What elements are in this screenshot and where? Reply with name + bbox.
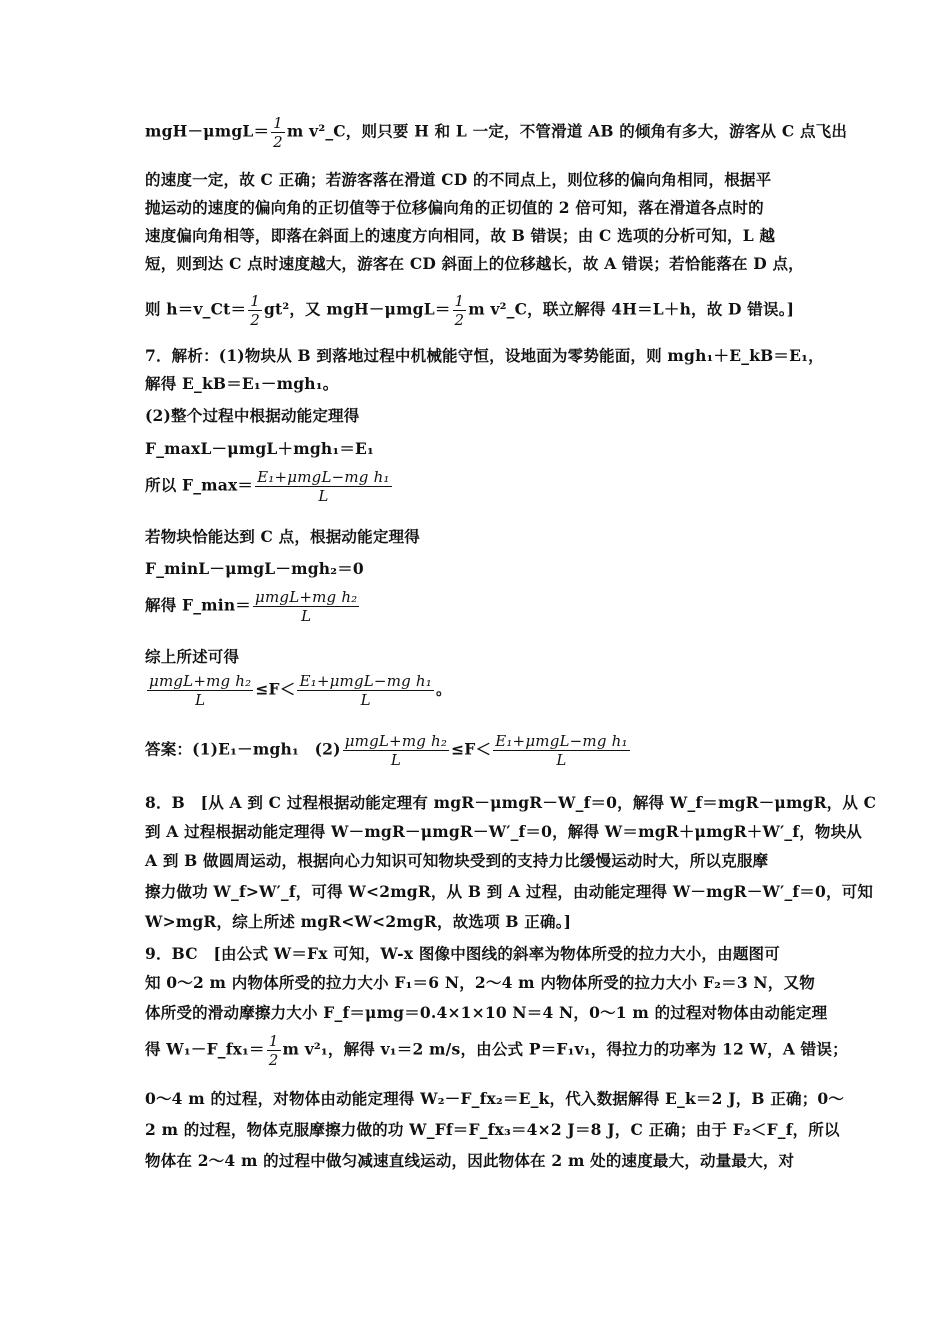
fraction xyxy=(147,672,253,709)
fraction-second-denominator: L xyxy=(360,691,371,709)
fraction-numerator: μmgL+mg h₂ xyxy=(149,672,252,690)
text-line-15: 综上所述可得 xyxy=(145,647,240,666)
fraction-second xyxy=(493,732,630,769)
text-line-17 xyxy=(145,732,810,769)
fraction xyxy=(267,1032,281,1069)
fraction-numerator: E₁+μmgL−mg h₁ xyxy=(257,468,390,486)
line-segment-before: 解得 F_min＝ xyxy=(145,595,252,615)
text-line-19: 到 A 过程根据动能定理得 W－mgR－μmgR－W′_f＝0，解得 W＝mgR＋μmgR＋W′_f，物块从 xyxy=(145,822,863,841)
text-line-3: 抛运动的速度的偏向角的正切值等于位移偏向角的正切值的 2 倍可知，落在滑道各点时的 xyxy=(145,198,764,217)
text-line-1 xyxy=(145,114,848,151)
text-line-10: F_maxL－μmgL＋mgh₁＝E₁ xyxy=(145,439,375,458)
fraction-numerator: μmgL+mg h₂ xyxy=(255,588,358,606)
fraction-denominator: L xyxy=(301,607,312,625)
text-line-5: 短，则到达 C 点时速度越大，游客在 CD 斜面上的位移越长，故 A 错误；若恰能落在 D 点， xyxy=(145,254,804,273)
fraction-denominator: L xyxy=(318,487,329,505)
text-line-26 xyxy=(145,1032,848,1069)
line-segment-after: m v²_C，则只要 H 和 L 一定，不管滑道 AB 的倾角有多大，游客从 C 点飞出 xyxy=(286,121,848,141)
fraction-second xyxy=(297,672,434,709)
fraction-denominator: 2 xyxy=(268,1051,279,1069)
fraction-denominator: L xyxy=(195,691,206,709)
text-line-14 xyxy=(145,588,810,625)
line-segment-middle: ≤F＜ xyxy=(255,679,296,699)
line-segment-after: m v²₁，解得 v₁＝2 m/s，由公式 P＝F₁v₁，得拉力的功率为 12 W，A 错误； xyxy=(282,1039,848,1059)
fraction-denominator: 2 xyxy=(250,311,260,329)
fraction-second xyxy=(453,292,467,329)
line-segment-before: mgH－μmgL＝ xyxy=(145,121,270,141)
fraction-second-denominator: L xyxy=(556,751,567,769)
fraction xyxy=(255,468,392,505)
fraction-second-denominator: 2 xyxy=(454,311,465,329)
text-line-28: 2 m 的过程，物体克服摩擦力做的功 W_Ff＝F_fx₃＝4×2 J＝8 J，C 正确；由于 F₂＜F_f，所以 xyxy=(145,1120,840,1139)
fraction-second-numerator: E₁+μmgL−mg h₁ xyxy=(495,732,628,750)
fraction-numerator: 1 xyxy=(273,114,283,132)
text-line-16 xyxy=(145,672,810,709)
line-segment-after: 。 xyxy=(435,679,452,699)
text-line-12: 若物块恰能达到 C 点，根据动能定理得 xyxy=(145,527,420,546)
line-segment-after: m v²_C，联立解得 4H＝L＋h，故 D 错误。] xyxy=(468,299,795,319)
line-segment-before: 答案：(1)E₁－mgh₁ (2) xyxy=(145,739,341,759)
text-line-20: A 到 B 做圆周运动，根据向心力知识可知物块受到的支持力比缓慢运动时大，所以克服摩 xyxy=(145,851,769,870)
text-line-11 xyxy=(145,468,810,505)
fraction xyxy=(343,732,449,769)
text-line-4: 速度偏向角相等，即落在斜面上的速度方向相同，故 B 错误；由 C 选项的分析可知，L 越 xyxy=(145,226,776,245)
text-line-23: 9．BC [由公式 W＝Fx 可知，W-x 图像中图线的斜率为物体所受的拉力大小，由题图可 xyxy=(145,944,780,963)
text-line-25: 体所受的滑动摩擦力大小 F_f＝μmg＝0.4×1×10 N＝4 N，0～1 m 的过程对物体由动能定理 xyxy=(145,1003,828,1022)
fraction-numerator: 1 xyxy=(250,292,260,310)
line-segment-before: 所以 F_max＝ xyxy=(145,475,254,495)
line-segment-before: 则 h＝v_Ct＝ xyxy=(145,299,247,319)
fraction xyxy=(271,114,285,151)
text-line-8: 解得 E_kB＝E₁－mgh₁。 xyxy=(145,374,339,393)
line-segment-middle: ≤F＜ xyxy=(451,739,492,759)
text-line-9: (2)整个过程中根据动能定理得 xyxy=(145,406,360,425)
fraction-second-numerator: 1 xyxy=(454,292,465,310)
fraction xyxy=(253,588,359,625)
fraction-denominator: 2 xyxy=(273,133,283,151)
text-line-22: W>mgR，综上所述 mgR<W<2mgR，故选项 B 正确。] xyxy=(145,912,572,931)
fraction-second-numerator: E₁+μmgL−mg h₁ xyxy=(299,672,432,690)
fraction-denominator: L xyxy=(390,751,401,769)
line-segment-middle: gt²，又 mgH－μmgL＝ xyxy=(263,299,451,319)
text-line-13: F_minL－μmgL－mgh₂＝0 xyxy=(145,559,364,578)
text-line-29: 物体在 2～4 m 的过程中做匀减速直线运动，因此物体在 2 m 处的速度最大，动量最大，对 xyxy=(145,1151,795,1170)
text-line-18: 8．B [从 A 到 C 过程根据动能定理有 mgR－μmgR－W_f＝0，解得 W_f＝mgR－μmgR，从 C xyxy=(145,793,877,812)
text-line-21: 擦力做功 W_f>W′_f，可得 W<2mgR，从 B 到 A 过程，由动能定理得 W－mgR－W′_f＝0，可知 xyxy=(145,882,874,901)
text-line-24: 知 0～2 m 内物体所受的拉力大小 F₁＝6 N，2～4 m 内物体所受的拉力大小 F₂＝3 N，又物 xyxy=(145,973,815,992)
text-line-6 xyxy=(145,292,810,329)
text-line-7: 7．解析：(1)物块从 B 到落地过程中机械能守恒，设地面为零势能面，则 mgh₁＋E_kB＝E₁， xyxy=(145,346,824,365)
text-line-27: 0～4 m 的过程，对物体由动能定理得 W₂－F_fx₂＝E_k，代入数据解得 E_k＝2 J，B 正确；0～ xyxy=(145,1089,845,1108)
fraction xyxy=(248,292,262,329)
line-segment-before: 得 W₁－F_fx₁＝ xyxy=(145,1039,265,1059)
fraction-numerator: 1 xyxy=(268,1032,279,1050)
fraction-numerator: μmgL+mg h₂ xyxy=(344,732,448,750)
text-line-2: 的速度一定，故 C 正确；若游客落在滑道 CD 的不同点上，则位移的偏向角相同，根据平 xyxy=(145,170,772,189)
